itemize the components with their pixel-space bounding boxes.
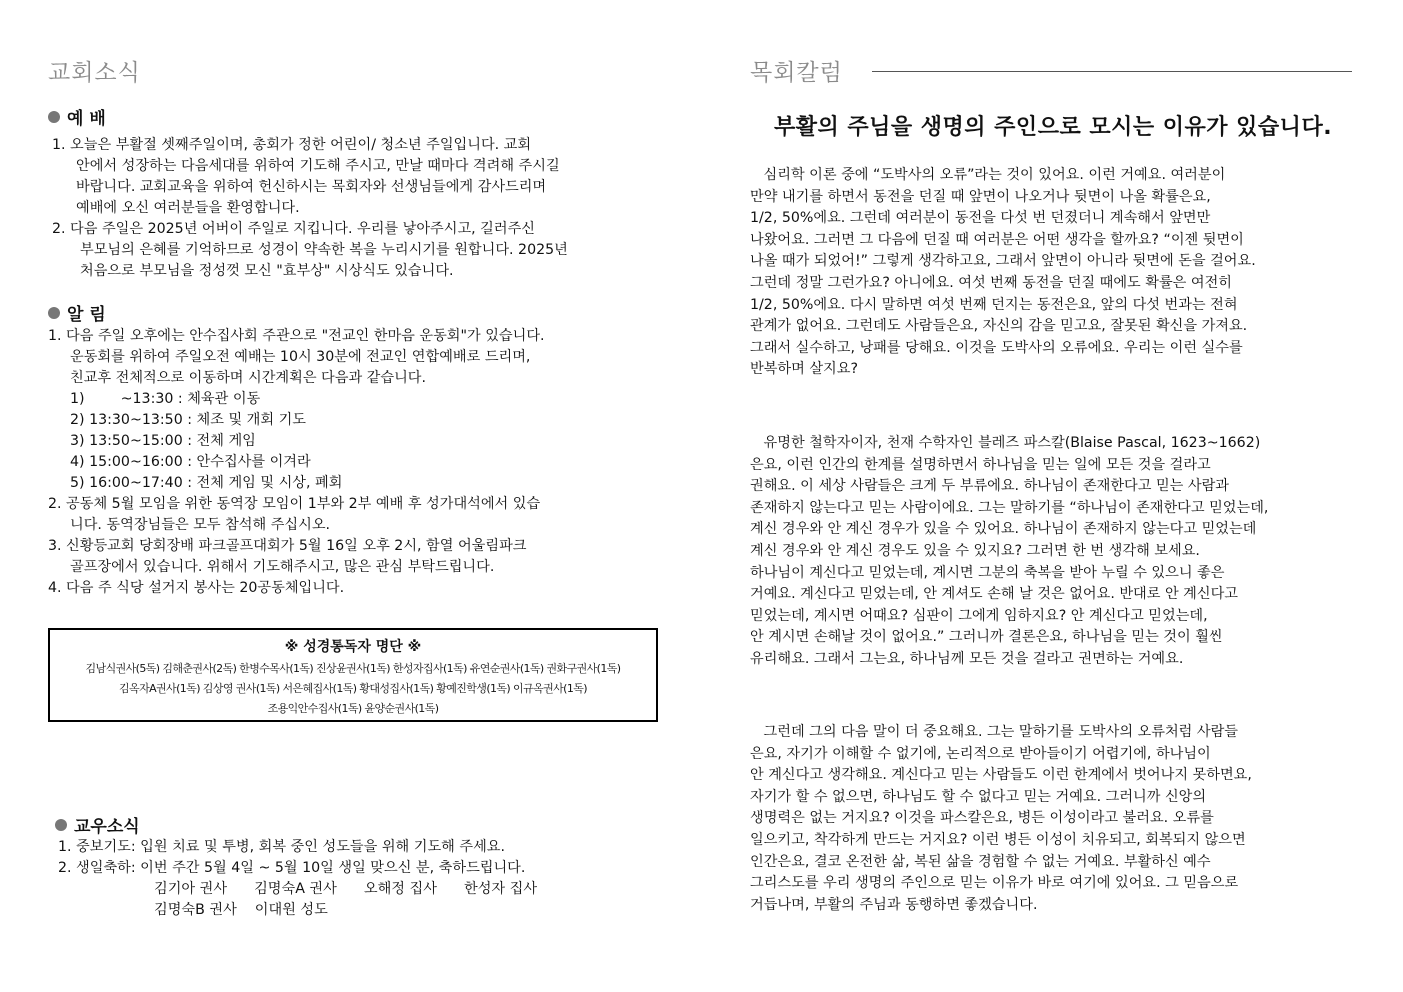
bible-box-title: ※ 성경통독자 명단 ※: [284, 639, 422, 655]
names-row: 김남식권사(5독) 김해춘권사(2독) 한병수목사(1독) 진상윤권사(1독) 한성자집사(1독) 유연순권사(1독) 권화구권사(1독): [85, 662, 621, 675]
schedule-line: 5) 16:00~17:40 : 전체 게임 및 시상, 폐회: [70, 475, 343, 491]
list-line: 4. 다음 주 식당 설거지 봉사는 20공동체입니다.: [48, 580, 345, 596]
column-headline: 부활의 주님을 생명의 주인으로 모시는 이유가 있습니다.: [773, 115, 1333, 140]
paragraph-line: 유리해요. 그래서 그는요, 하나님께 모든 것을 걸라고 권면하는 거예요.: [750, 650, 1184, 667]
list-line: 부모님의 은혜를 기억하므로 성경이 약속한 복을 누리시기를 원합니다. 2025년: [80, 242, 568, 258]
paragraph-line: 나왔어요. 그러면 그 다음에 던질 때 여러분은 어떤 생각을 할까요? “이젠 뒷면이: [750, 231, 1244, 248]
bible-reader-box: [48, 628, 658, 722]
names-row: 김옥자A권사(1독) 김상영 권사(1독) 서은혜집사(1독) 황대성집사(1독) 황예진학생(1독) 이규옥권사(1독): [119, 682, 587, 695]
schedule-line: 4) 15:00~16:00 : 안수집사를 이겨라: [70, 454, 311, 470]
paragraph-line: 일으키고, 착각하게 만드는 거지요? 이런 병든 이성이 치유되고, 회복되지 않으면: [750, 831, 1246, 848]
paragraph-line: 그래서 실수하고, 낭패를 당해요. 이것을 도박사의 오류에요. 우리는 이런 실수를: [750, 339, 1243, 356]
section-heading-members: [55, 812, 140, 837]
paragraph-line: 은요, 자기가 이해할 수 없기에, 논리적으로 받아들이기 어렵기에, 하나님이: [750, 745, 1211, 762]
names-row: 조용익안수집사(1독) 윤양순권사(1독): [267, 702, 439, 715]
birthday-names: 김기아 권사 김명숙A 권사 오해정 집사 한성자 집사: [154, 881, 538, 897]
paragraph-line: 만약 내기를 하면서 동전을 던질 때 앞면이 나오거나 뒷면이 나올 확률은요,: [750, 188, 1211, 205]
section-heading-label: 교우소식: [74, 817, 140, 837]
paragraph-line: 인간은요, 결코 온전한 삶, 복된 삶을 경험할 수 없는 거예요. 부활하신 예수: [750, 853, 1211, 870]
list-line: 1. 오늘은 부활절 셋째주일이며, 총회가 정한 어린이/ 청소년 주일입니다. 교회: [52, 137, 532, 153]
list-line: 바랍니다. 교회교육을 위하여 헌신하시는 목회자와 선생님들에게 감사드리며: [76, 179, 547, 195]
paragraph-line: 그런데 그의 다음 말이 더 중요해요. 그는 말하기를 도박사의 오류처럼 사람들: [750, 724, 1238, 740]
paragraph-line: 나올 때가 되었어!” 그렇게 생각하고요, 그래서 앞면이 아니라 뒷면에 돈을 걸어요.: [750, 253, 1256, 270]
paragraph-line: 유명한 철학자이자, 천재 수학자인 블레즈 파스칼(Blaise Pascal, 1623~1662): [750, 435, 1261, 451]
list-line: 2. 생일축하: 이번 주간 5월 4일 ~ 5월 10일 생일 맞으신 분, 축하드립니다.: [58, 860, 526, 876]
page-title-pastor-column: 목회칼럼: [750, 60, 843, 86]
bullet-icon: [48, 111, 60, 123]
section-heading-worship: [48, 104, 106, 129]
list-line: 처음으로 부모님을 정성껏 모신 "효부상" 시상식도 있습니다.: [80, 263, 454, 279]
section-heading-notice: [48, 300, 106, 325]
list-line: 1. 중보기도: 입원 치료 및 투병, 회복 중인 성도들을 위해 기도해 주세요.: [58, 839, 505, 855]
paragraph-line: 그런데 정말 그런가요? 아니에요. 여섯 번째 동전을 던질 때에도 확률은 여전히: [750, 274, 1232, 291]
list-line: 친교후 전체적으로 이동하며 시간계획은 다음과 같습니다.: [70, 370, 426, 386]
paragraph-line: 관계가 없어요. 그런데도 사람들은요, 자신의 감을 믿고요, 잘못된 확신을 가져요.: [750, 318, 1248, 335]
column-paragraph-2: [750, 433, 1356, 671]
paragraph-line: 그리스도를 우리 생명의 주인으로 믿는 이유가 바로 여기에 있어요. 그 믿음으로: [750, 875, 1239, 892]
list-line: 2. 공동체 5월 모임을 위한 동역장 모임이 1부와 2부 예배 후 성가대석에서 있습: [48, 496, 541, 512]
list-line: 골프장에서 있습니다. 위해서 기도해주시고, 많은 관심 부탁드립니다.: [70, 559, 495, 575]
list-line: 예배에 오신 여러분들을 환영합니다.: [76, 200, 300, 216]
birthday-names: 김명숙B 권사 이대원 성도: [154, 902, 328, 918]
schedule-line: 1) ~13:30 : 체육관 이동: [70, 391, 261, 407]
paragraph-line: 권해요. 이 세상 사람들은 크게 두 부류에요. 하나님이 존재한다고 믿는 사람과: [750, 478, 1229, 495]
paragraph-line: 거예요. 계신다고 믿었는데, 안 계셔도 손해 날 것은 없어요. 반대로 안 계신다고: [750, 586, 1238, 603]
paragraph-line: 심리학 이론 중에 “도박사의 오류”라는 것이 있어요. 이런 거예요. 여러분이: [750, 167, 1226, 183]
paragraph-line: 1/2, 50%에요. 다시 말하면 여섯 번째 던지는 동전은요, 앞의 다섯 번과는 전혀: [750, 296, 1238, 313]
column-paragraph-3: [750, 722, 1356, 916]
schedule-line: 3) 13:50~15:00 : 전체 게임: [70, 433, 256, 449]
paragraph-line: 거듭나며, 부활의 주님과 동행하면 좋겠습니다.: [750, 896, 1038, 913]
paragraph-line: 믿었는데, 계시면 어때요? 심판이 그에게 임하지요? 안 계신다고 믿었는데,: [750, 607, 1208, 624]
bullet-icon: [48, 307, 60, 319]
list-line: 2. 다음 주일은 2025년 어버이 주일로 지킵니다. 우리를 낳아주시고, 길러주신: [52, 221, 535, 237]
bible-box-names: [50, 659, 656, 719]
page-title-church-news: 교회소식: [48, 60, 141, 86]
paragraph-line: 자기가 할 수 없으면, 하나님도 할 수 없다고 믿는 거예요. 그러니까 신앙의: [750, 788, 1207, 805]
paragraph-line: 계신 경우와 안 계신 경우도 있을 수 있지요? 그러면 한 번 생각해 보세요.: [750, 542, 1200, 559]
paragraph-line: 반복하며 살지요?: [750, 361, 858, 378]
list-line: 니다. 동역장님들은 모두 참석해 주십시오.: [70, 517, 331, 533]
section-heading-label: 알 림: [67, 305, 106, 325]
paragraph-line: 생명력은 없는 거지요? 이것을 파스칼은요, 병든 이성이라고 불러요. 오류를: [750, 810, 1214, 827]
list-line: 1. 다음 주일 오후에는 안수집사회 주관으로 "전교인 한마음 운동회"가 있습니다.: [48, 328, 545, 344]
paragraph-line: 하나님이 계신다고 믿었는데, 계시면 그분의 축복을 받아 누릴 수 있으니 좋은: [750, 564, 1225, 581]
list-line: 운동회를 위하여 주일오전 예배는 10시 30분에 전교인 연합예배로 드리며,: [70, 349, 531, 365]
paragraph-line: 계신 경우와 안 계신 경우가 있을 수 있어요. 하나님이 존재하지 않는다고 믿었는데: [750, 521, 1257, 538]
column-paragraph-1: [750, 165, 1356, 381]
list-line: 안에서 성장하는 다음세대를 위하여 기도해 주시고, 만날 때마다 격려해 주시길: [76, 158, 560, 174]
section-heading-label: 예 배: [67, 109, 106, 129]
paragraph-line: 안 계시면 손해날 것이 없어요.” 그러니까 결론은요, 하나님을 믿는 것이 훨씬: [750, 629, 1223, 646]
schedule-line: 2) 13:30~13:50 : 체조 및 개회 기도: [70, 412, 306, 428]
list-line: 3. 신황등교회 당회장배 파크골프대회가 5월 16일 오후 2시, 함열 어울림파크: [48, 538, 527, 554]
paragraph-line: 1/2, 50%에요. 그런데 여러분이 동전을 다섯 번 던졌더니 계속해서 앞면만: [750, 210, 1211, 227]
paragraph-line: 존재하지 않는다고 믿는 사람이에요. 그는 말하기를 “하나님이 존재한다고 믿었는데,: [750, 499, 1269, 516]
paragraph-line: 안 계신다고 생각해요. 계신다고 믿는 사람들도 이런 한계에서 벗어나지 못하면요,: [750, 767, 1252, 784]
title-rule: [872, 71, 1352, 72]
paragraph-line: 은요, 이런 인간의 한계를 설명하면서 하나님을 믿는 일에 모든 것을 걸라고: [750, 456, 1211, 473]
bullet-icon: [55, 819, 67, 831]
